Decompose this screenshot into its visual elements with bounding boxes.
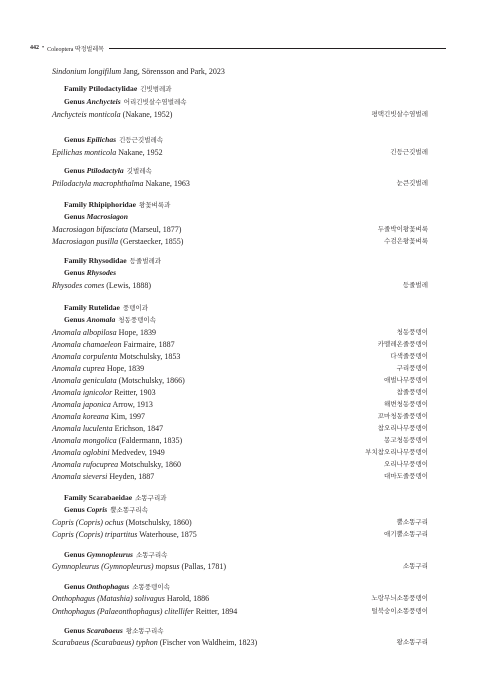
- species-name: Anomala luculenta: [52, 424, 113, 433]
- genus-prefix: Genus: [64, 135, 87, 144]
- species-korean-name: 눈큰깃벌레: [396, 179, 428, 187]
- species-author: Hope, 1839: [106, 364, 145, 373]
- species-author: Hope, 1839: [118, 328, 156, 337]
- genus-name: Onthophagus: [86, 582, 130, 591]
- species-name: Anomala albopilosa: [52, 328, 117, 337]
- species-entry: [52, 471, 428, 482]
- family-heading: [52, 255, 440, 266]
- running-title: Coleoptera 딱정벌레목: [47, 46, 104, 53]
- family-name: Family Scarabaeidae: [64, 493, 133, 502]
- genus-prefix: Genus: [64, 505, 87, 514]
- species-entry: [52, 411, 428, 422]
- species-author: Motschulsky, 1860: [120, 460, 181, 469]
- species-name: Anomala koreana: [52, 412, 109, 421]
- family-heading: [52, 199, 440, 210]
- species-korean-name: 뿔소똥구리: [396, 518, 428, 526]
- genus-korean-name: 긴등근깃벌레속: [119, 136, 164, 144]
- species-name: Anomala mongolica: [52, 436, 117, 445]
- genus-prefix: Genus: [64, 582, 87, 591]
- species-entry: [52, 363, 428, 374]
- species-author: Motschulsky, 1853: [119, 352, 181, 361]
- species-korean-name: 꼬마청동줄풍뎅이: [377, 412, 428, 420]
- species-korean-name: 대마도줄풍뎅이: [384, 472, 428, 480]
- species-author: (Faldermann, 1835): [118, 436, 183, 445]
- header-rule: [109, 48, 446, 49]
- species-entry: [52, 593, 428, 604]
- species-author: Harold, 1886: [166, 594, 210, 603]
- genus-heading: [52, 504, 440, 515]
- family-heading: [52, 492, 440, 503]
- species-entry: [52, 561, 428, 572]
- species-korean-name: 수검은왕꽃벼룩: [384, 237, 428, 245]
- species-author: (Gerstaecker, 1855): [120, 237, 184, 246]
- species-korean-name: 참오리나무풍뎅이: [377, 424, 428, 432]
- species-korean-name: 다색줄풍뎅이: [390, 352, 428, 360]
- family-heading: [52, 83, 440, 94]
- species-author: Arrow, 1913: [112, 400, 153, 409]
- genus-heading: [52, 165, 440, 176]
- species-korean-name: 부치참오리나무풍뎅이: [365, 448, 428, 456]
- genus-heading: [52, 314, 440, 325]
- genus-name: Ptilodactyla: [86, 166, 124, 175]
- species-name: Anomala geniculata: [52, 376, 117, 385]
- species-name: Anomala japonica: [52, 400, 111, 409]
- species-name: Anomala oglobini: [52, 448, 110, 457]
- species-name: Anomala chamaeleon: [52, 340, 122, 349]
- species-entry: [52, 109, 428, 120]
- species-author: Reitter, 1903: [114, 388, 156, 397]
- genus-korean-name: 어리긴빗살수염벌레속: [123, 98, 187, 106]
- genus-name: Rhysodes: [86, 268, 117, 277]
- species-author: (Motschulsky, 1866): [118, 376, 185, 385]
- species-entry: [52, 459, 428, 470]
- species-author: Medvedev, 1949: [111, 448, 165, 457]
- species-entry: [52, 236, 428, 247]
- genus-prefix: Genus: [64, 97, 87, 106]
- genus-heading: [52, 211, 440, 222]
- species-entry: [52, 637, 428, 648]
- family-korean-name: 풍뎅이과: [122, 304, 149, 312]
- genus-name: Scarabaeus: [86, 626, 123, 635]
- species-name: Copris (Copris) tripartitus: [52, 530, 138, 539]
- genus-korean-name: 소똥풍뎅이속: [132, 583, 170, 591]
- species-korean-name: 해변청동풍뎅이: [384, 400, 428, 408]
- family-korean-name: 긴빗범레과: [140, 85, 172, 93]
- species-korean-name: 카멜레온줄풍뎅이: [377, 340, 428, 348]
- species-name: Anchycteis monticola: [52, 110, 121, 119]
- species-name: Macrosiagon bifasciata: [52, 225, 128, 234]
- species-author: Erichson, 1847: [114, 424, 164, 433]
- genus-korean-name: 청동풍뎅이속: [118, 316, 156, 324]
- species-name: Epilichas monticola: [52, 148, 117, 157]
- genus-prefix: Genus: [64, 626, 87, 635]
- genus-korean-name: 깃벌레속: [126, 167, 152, 175]
- species-author: Fairmaire, 1887: [123, 340, 175, 349]
- genus-heading: [52, 549, 440, 560]
- species-entry: [52, 178, 428, 189]
- species-entry: [52, 351, 428, 362]
- species-name: Ptilodactyla macrophthalma: [52, 179, 144, 188]
- genus-prefix: Genus: [64, 212, 87, 221]
- species-korean-name: 노랑무늬소똥풍뎅이: [371, 594, 428, 602]
- genus-name: Copris: [86, 505, 108, 514]
- genus-name: Epilichas: [86, 135, 117, 144]
- species-korean-name: 털북숭이소똥풍뎅이: [371, 607, 428, 615]
- species-entry: [52, 224, 428, 235]
- species-author: (Nakane, 1952): [122, 110, 173, 119]
- genus-heading: [52, 625, 440, 636]
- species-entry: [52, 435, 428, 446]
- species-name: Copris (Copris) ochus: [52, 518, 124, 527]
- genus-heading: [52, 581, 440, 592]
- species-author: (Fischer von Waldheim, 1823): [159, 638, 258, 647]
- family-korean-name: 왕꽃벼룩과: [138, 201, 171, 209]
- genus-prefix: Genus: [64, 268, 87, 277]
- species-korean-name: 참줄풍뎅이: [396, 388, 428, 396]
- species-korean-name: 오리나무풍뎅이: [384, 460, 428, 468]
- species-name: Anomala corpulenta: [52, 352, 118, 361]
- family-name: Family Ptilodactylidae: [64, 84, 138, 93]
- family-name: Family Rhipiphoridae: [64, 200, 136, 209]
- species-korean-name: 애기뿔소똥구리: [384, 530, 428, 538]
- species-entry: [52, 423, 428, 434]
- species-author: Jang, Sörensson and Park, 2023: [123, 67, 225, 76]
- species-korean-name: 몽고청동풍뎅이: [384, 436, 428, 444]
- species-author: Nakane, 1963: [145, 179, 190, 188]
- header-separator: •: [42, 45, 45, 51]
- genus-korean-name: 왕소똥구리속: [125, 627, 164, 635]
- species-entry: [52, 327, 428, 338]
- genus-korean-name: 소똥구리속: [136, 551, 168, 559]
- species-author: Waterhouse, 1875: [139, 530, 197, 539]
- genus-name: Anomala: [86, 315, 116, 324]
- genus-prefix: Genus: [64, 550, 87, 559]
- species-entry: [52, 529, 428, 540]
- species-name: Anomala rufocuprea: [52, 460, 119, 469]
- species-entry: [52, 375, 428, 386]
- species-name: Onthophagus (Palaeonthophagus) clitellifer: [52, 607, 194, 616]
- family-name: Family Rhysodidae: [64, 256, 127, 265]
- species-name: Anomala ignicolor: [52, 388, 113, 397]
- species-korean-name: 애벌나무풍뎅이: [384, 376, 428, 384]
- family-korean-name: 소똥구리과: [135, 494, 167, 502]
- species-author: Reitter, 1894: [195, 607, 238, 616]
- species-korean-name: 왕소똥구리: [396, 638, 428, 646]
- species-author: Heyden, 1887: [109, 472, 155, 481]
- species-author: (Motschulsky, 1860): [125, 518, 192, 527]
- species-korean-name: 두줄박이왕꽃벼룩: [377, 225, 428, 233]
- species-entry: [52, 339, 428, 350]
- family-heading: [52, 302, 440, 313]
- species-entry: [52, 280, 428, 291]
- genus-name: Gymnopleurus: [86, 550, 133, 559]
- species-name: Rhysodes comes: [52, 281, 105, 290]
- species-entry: [52, 399, 428, 410]
- species-entry: [52, 387, 428, 398]
- genus-prefix: Genus: [64, 166, 87, 175]
- species-korean-name: 평택긴빗살수염벌레: [371, 110, 428, 118]
- species-entry: [52, 517, 428, 528]
- running-header: [30, 42, 446, 54]
- species-author: Nakane, 1952: [118, 148, 163, 157]
- species-name: Gymnopleurus (Gymnopleurus) mopsus: [52, 562, 180, 571]
- species-entry: [52, 606, 428, 617]
- genus-heading: [52, 96, 440, 107]
- species-entry: [52, 66, 428, 77]
- species-name: Anomala cuprea: [52, 364, 105, 373]
- family-korean-name: 등줄벌레과: [129, 257, 162, 265]
- genus-name: Anchycteis: [86, 97, 121, 106]
- genus-heading: [52, 134, 440, 145]
- species-entry: [52, 447, 428, 458]
- genus-heading: [52, 267, 440, 278]
- species-name: Sindonium longifilum: [52, 67, 122, 76]
- species-name: Anomala sieversi: [52, 472, 108, 481]
- species-korean-name: 긴등근깃벌레: [390, 148, 428, 156]
- genus-prefix: Genus: [64, 315, 87, 324]
- genus-name: Macrosiagon: [86, 212, 128, 221]
- family-name: Family Rutelidae: [64, 303, 120, 312]
- species-name: Onthophagus (Matashia) solivagus: [52, 594, 165, 603]
- species-korean-name: 청동풍뎅이: [396, 328, 428, 336]
- genus-korean-name: 뿔소똥구리속: [110, 506, 148, 514]
- species-author: (Lewis, 1888): [106, 281, 152, 290]
- species-author: (Marseul, 1877): [129, 225, 182, 234]
- species-korean-name: 소똥구리: [402, 562, 428, 570]
- species-author: Kim, 1997: [110, 412, 146, 421]
- species-name: Scarabaeus (Scarabaeus) typhon: [52, 638, 158, 647]
- species-korean-name: 등줄벌레: [402, 281, 428, 289]
- species-name: Macrosiagon pusilla: [52, 237, 119, 246]
- species-entry: [52, 147, 428, 158]
- species-korean-name: 구리풍뎅이: [396, 364, 428, 372]
- page-number: 442: [30, 45, 39, 51]
- species-author: (Pallas, 1781): [181, 562, 226, 571]
